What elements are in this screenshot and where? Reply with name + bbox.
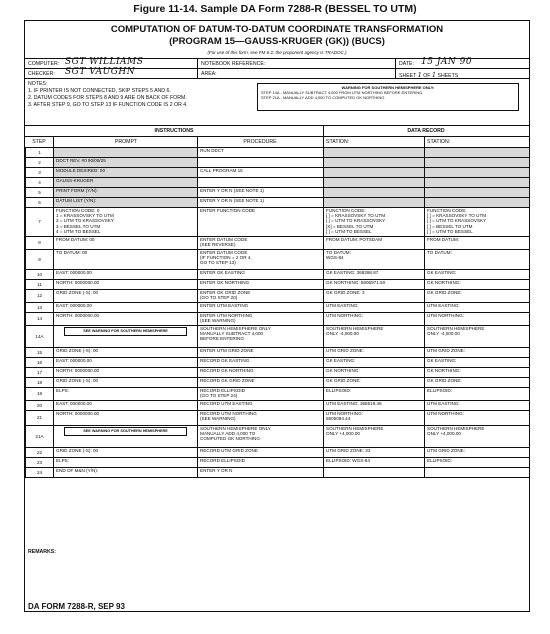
data-record-station-2[interactable]: UTM GRID ZONE: [425,348,530,358]
procedure-cell: ENTER Y OR N [198,468,324,478]
data-record-station-1[interactable]: ELLIPSOID: [324,388,425,401]
data-record-station-1[interactable]: GK NORTHING: 5806971.50 [324,280,425,290]
data-record-station-1[interactable]: FROM DATUM: POTSDAM [324,237,425,250]
procedure-cell: ENTER Y OR N (SEE NOTE 1) [198,198,324,208]
prompt-cell: MODULE DESIRED: 00 [54,168,198,178]
southern-hemisphere-warning-label: SEE WARNING FOR SOUTHERN HEMISPHERE [64,327,187,336]
data-record-station-2[interactable]: FUNCTION CODE: [ ] = KRASSOVSKY TO UTM [ ] = UTM TO KRASSOVSKY [ ] = BESSEL TO UTM [ ] = UTM TO BESSEL [425,208,530,237]
checker-label: CHECKER: [28,71,55,77]
data-record-station-2[interactable]: GK GRID ZONE: [425,378,530,388]
prompt-cell: GAUSS-KRUGER [54,178,198,188]
step-number: 9 [26,250,54,270]
column-station-1: STATION: [326,139,350,145]
column-step: STEP [32,139,46,145]
procedure-cell: SOUTHERN HEMISPHERE ONLY MANUALLY ADD 4,000 TO COMPUTED GK NORTHING [198,426,324,448]
instructions-header: INSTRUCTIONS [154,128,194,134]
procedure-cell: SOUTHERN HEMISPHERE ONLY MANUALLY SUBTRACT 4,000 BEFORE ENTERING [198,326,324,348]
column-station-2: STATION: [427,139,451,145]
data-record-station-1[interactable]: UTM GRID ZONE: 33 [324,448,425,458]
step-number: 1 [26,148,54,158]
table-row [26,270,530,280]
table-row [26,458,530,468]
step-number: 17 [26,368,54,378]
prompt-cell: ELPS: [54,388,198,401]
prompt-cell: DDCT REV. #0 90/08/25 [54,158,198,168]
prompt-cell: EAST: 000000.00 [54,401,198,411]
step-number: 10 [26,270,54,280]
prompt-cell: NORTH: 0000000.00 [54,368,198,378]
divider [197,136,198,147]
prompt-cell: DATUM LIST (Y/N): [54,198,198,208]
step-number: 3 [26,168,54,178]
step-number: 11 [26,280,54,290]
form-subtitle: (PROGRAM 15—GAUSS-KRUGER (GK)) (BUCS) [169,36,385,47]
procedure-cell [198,178,324,188]
step-number: 21A [26,426,54,448]
form-use-note: (For use of this form, see FM 6-2; the proponent agency is TRADOC.) [207,50,347,55]
step-number: 8 [26,237,54,250]
step-number: 23 [26,458,54,468]
procedure-cell: ENTER GK EASTING [198,270,324,280]
table-row [26,358,530,368]
table-row [26,208,530,237]
table-row [26,401,530,411]
procedure-cell: RECORD GK NORTHING [198,368,324,378]
southern-hemisphere-warning [257,83,519,111]
form-footer: DA FORM 7288-R, SEP 93 [28,602,125,611]
divider [197,58,198,78]
data-record-station-2[interactable]: GK GRID ZONE: [425,290,530,303]
table-row [26,426,530,448]
table-row [26,158,530,168]
data-record-station-1[interactable] [324,468,425,478]
data-record-station-2[interactable] [425,148,530,158]
divider [25,125,529,126]
step-number: 6 [26,198,54,208]
step-number: 12 [26,290,54,303]
checker-value[interactable]: SGT VAUGHN [65,67,136,77]
procedure-cell: RUN DDCT [198,148,324,158]
data-record-station-2[interactable] [425,468,530,478]
data-record-station-1[interactable]: GK EASTING: [324,358,425,368]
remarks-label: REMARKS: [28,549,56,555]
notebook-label: NOTEBOOK REFERENCE: [201,61,266,67]
procedure-cell: RECORD ELLIPSOID [198,458,324,468]
warning-line-14a: STEP 14A - MANUALLY SUBTRACT 4,000 FROM UTM NORTHING BEFORE ENTERING. [261,90,424,95]
column-procedure: PROCEDURE [243,139,277,145]
procedure-cell: ENTER Y OR N (SEE NOTE 1) [198,188,324,198]
data-record-station-1[interactable]: TO DATUM: WGS-84 [324,250,425,270]
procedure-cell: RECORD UTM NORTHING (SEE WARNING) [198,411,324,426]
data-record-station-2[interactable]: GK EASTING: [425,358,530,368]
area-label: AREA: [201,71,217,77]
da-form-7288-r [24,20,530,612]
prompt-cell: EAST: 000000.00 [54,303,198,313]
data-record-station-1[interactable] [324,168,425,178]
column-prompt: PROMPT [114,139,138,145]
data-record-station-1[interactable]: ELLIPSOID: WGS-84 [324,458,425,468]
prompt-cell: GRID ZONE (-S): 00 [54,378,198,388]
form-title: COMPUTATION OF DATUM-TO-DATUM COORDINATE TRANSFORMATION [110,24,444,35]
data-record-station-2[interactable]: GK NORTHING: [425,368,530,378]
table-row [26,448,530,458]
table-row [26,237,530,250]
table-row [26,313,530,326]
table-row [26,378,530,388]
prompt-cell: TO DATUM: 00 [54,250,198,270]
prompt-cell: NORTH: 0000000.00 [54,313,198,326]
sheet-label: SHEET [399,73,417,79]
procedure-cell: ENTER DATUM CODE (IF FUNCTION = 2 OR 4, GO TO STEP 13) [198,250,324,270]
data-record-station-1[interactable]: UTM GRID ZONE: [324,348,425,358]
table-row [26,388,530,401]
divider [53,136,54,147]
prompt-cell: NORTH: 0000000.00 [54,280,198,290]
data-record-station-2[interactable]: GK EASTING: [425,270,530,280]
procedure-cell: RECORD UTM GRID ZONE [198,448,324,458]
data-record-station-1[interactable]: GK NORTHING: [324,368,425,378]
computer-value[interactable]: SGT WILLIAMS [65,57,144,67]
prompt-cell: FUNCTION CODE: 0 1 = KRASSOVSKY TO UTM 2 = UTM TO KRASSOVSKY 3 = BESSEL TO UTM 4 = UTM TO BESSEL [54,208,198,237]
data-record-station-1[interactable]: UTM EASTING: 368519.46 [324,401,425,411]
data-record-station-1[interactable]: SOUTHERN HEMISPHERE ONLY -4,000.00 [324,326,425,348]
procedure-cell: ENTER DATUM CODE (SEE REVERSE) [198,237,324,250]
table-row [26,280,530,290]
data-record-station-1[interactable]: UTM NORTHING: 5805094.44 [324,411,425,426]
step-number: 15 [26,348,54,358]
data-record-station-2[interactable] [425,198,530,208]
note-1: 1. IF PRINTER IS NOT CONNECTED, SKIP STEPS 5 AND 6. [28,88,171,94]
computer-label: COMPUTER: [28,61,60,67]
table-row [26,348,530,358]
procedure-cell: ENTER GK NORTHING [198,280,324,290]
data-record-station-1[interactable]: GK EASTING: 368398.87 [324,270,425,280]
data-record-station-2[interactable]: SOUTHERN HEMISPHERE ONLY +4,000.00 [425,426,530,448]
data-record-station-2[interactable]: SOUTHERN HEMISPHERE ONLY -4,000.00 [425,326,530,348]
data-record-station-2[interactable]: TO DATUM: [425,250,530,270]
prompt-cell: EAST: 000000.00 [54,358,198,368]
divider [25,136,529,137]
step-number: 4 [26,178,54,188]
data-record-station-2[interactable] [425,158,530,168]
data-record-station-2[interactable]: UTM EASTING: [425,303,530,313]
data-record-station-2[interactable]: GK NORTHING: [425,280,530,290]
warning-title: WARNING FOR SOUTHERN HEMISPHERE ONLY: [341,85,435,90]
step-number: 21 [26,411,54,426]
table-row [26,198,530,208]
data-record-station-2[interactable]: UTM NORTHING: [425,313,530,326]
data-record-station-2[interactable] [425,168,530,178]
data-record-header: DATA RECORD [407,128,445,134]
prompt-cell: ELPS: [54,458,198,468]
data-record-station-1[interactable] [324,158,425,168]
data-record-station-2[interactable] [425,188,530,198]
data-record-station-1[interactable] [324,188,425,198]
step-number: 14A [26,326,54,348]
data-record-station-2[interactable]: FROM DATUM: [425,237,530,250]
table-row [26,188,530,198]
table-row [26,468,530,478]
step-number: 16 [26,358,54,368]
step-number: 19 [26,388,54,401]
data-record-station-1[interactable] [324,178,425,188]
sheet-total[interactable]: 1 [431,72,437,79]
data-record-station-2[interactable]: UTM EASTING: [425,401,530,411]
prompt-cell: PRINT FORM (Y/N): [54,188,198,198]
table-row [26,303,530,313]
step-number: 22 [26,448,54,458]
data-record-station-1[interactable] [324,198,425,208]
step-number: 14 [26,313,54,326]
prompt-cell: GRID ZONE (-S): 00 [54,348,198,358]
data-record-station-1[interactable]: UTM EASTING: [324,303,425,313]
procedure-cell: ENTER UTM NORTHING (SEE WARNING) [198,313,324,326]
prompt-cell: GRID ZONE (-S): 00 [54,448,198,458]
table-row [26,178,530,188]
warning-line-21a: STEP 21A - MANUALLY ADD 4,000 TO COMPUTED GK NORTHING. [261,95,386,100]
data-record-station-1[interactable]: GK GRID ZONE: [324,378,425,388]
prompt-cell: FROM DATUM: 00 [54,237,198,250]
step-number: 18 [26,378,54,388]
step-table [25,147,530,478]
table-row [26,326,530,348]
divider [25,78,529,79]
procedure-cell: RECORD ELLIPSOID (GO TO STEP 24) [198,388,324,401]
step-number: 5 [26,188,54,198]
table-row [26,290,530,303]
table-row [26,250,530,270]
divider [395,58,396,78]
procedure-cell: ENTER UTM GRID ZONE [198,348,324,358]
prompt-cell: GRID ZONE (-S): 00 [54,290,198,303]
procedure-cell: ENTER GK GRID ZONE (GO TO STEP 20) [198,290,324,303]
data-record-station-2[interactable] [425,178,530,188]
procedure-cell: ENTER FUNCTION CODE [198,208,324,237]
prompt-cell: NORTH: 0000000.00 [54,411,198,426]
data-record-station-1[interactable]: SOUTHERN HEMISPHERE ONLY +4,000.00 [324,426,425,448]
step-number: 7 [26,208,54,237]
data-record-station-2[interactable]: UTM NORTHING: [425,411,530,426]
data-record-station-1[interactable]: FUNCTION CODE: [ ] = KRASSOVSKY TO UTM [ ] = UTM TO KRASSOVSKY [X] = BESSEL TO UTM [ ] = UTM TO BESSEL [324,208,425,237]
note-2: 2. DATUM CODES FOR STEPS 8 AND 9 ARE ON BACK OF FORM. [28,95,187,101]
figure-caption: Figure 11-14. Sample DA Form 7288-R (BESSEL TO UTM) [133,3,417,15]
procedure-cell: ENTER UTM EASTING [198,303,324,313]
table-row [26,368,530,378]
procedure-cell [198,158,324,168]
table-row [26,148,530,158]
notes-label: NOTES: [28,81,48,87]
step-number: 24 [26,468,54,478]
note-3: 3. AFTER STEP 9, GO TO STEP 13 IF FUNCTION CODE IS 2 OR 4. [28,102,188,108]
procedure-cell: RECORD UTM EASTING [198,401,324,411]
data-record-station-1[interactable]: GK GRID ZONE: 3 [324,290,425,303]
procedure-cell: RECORD GK GRID ZONE [198,378,324,388]
data-record-station-2[interactable]: ELLIPSOID: [425,458,530,468]
sheet-number[interactable]: 1 [417,72,422,79]
step-number: 20 [26,401,54,411]
prompt-cell [54,148,198,158]
step-number: 13 [26,303,54,313]
table-row [26,168,530,178]
date-label: DATE: [399,61,414,67]
procedure-cell: RECORD GK EASTING [198,358,324,368]
sheets-label: SHEETS [437,73,459,79]
step-number: 2 [26,158,54,168]
divider [424,136,425,147]
data-record-station-2[interactable]: ELLIPSOID: [425,388,530,401]
prompt-cell: END OF M&N (Y/N): [54,468,198,478]
prompt-cell [54,326,198,348]
procedure-cell: CALL PROGRAM 15 [198,168,324,178]
sheet-of: OF [423,73,431,79]
prompt-cell [54,426,198,448]
date-value[interactable]: 15 JAN 90 [421,57,473,67]
southern-hemisphere-warning-label: SEE WARNING FOR SOUTHERN HEMISPHERE [64,427,187,436]
prompt-cell: EAST: 000000.00 [54,270,198,280]
table-row [26,411,530,426]
data-record-station-1[interactable]: UTM NORTHING: [324,313,425,326]
data-record-station-1[interactable] [324,148,425,158]
data-record-station-2[interactable]: UTM GRID ZONE: [425,448,530,458]
